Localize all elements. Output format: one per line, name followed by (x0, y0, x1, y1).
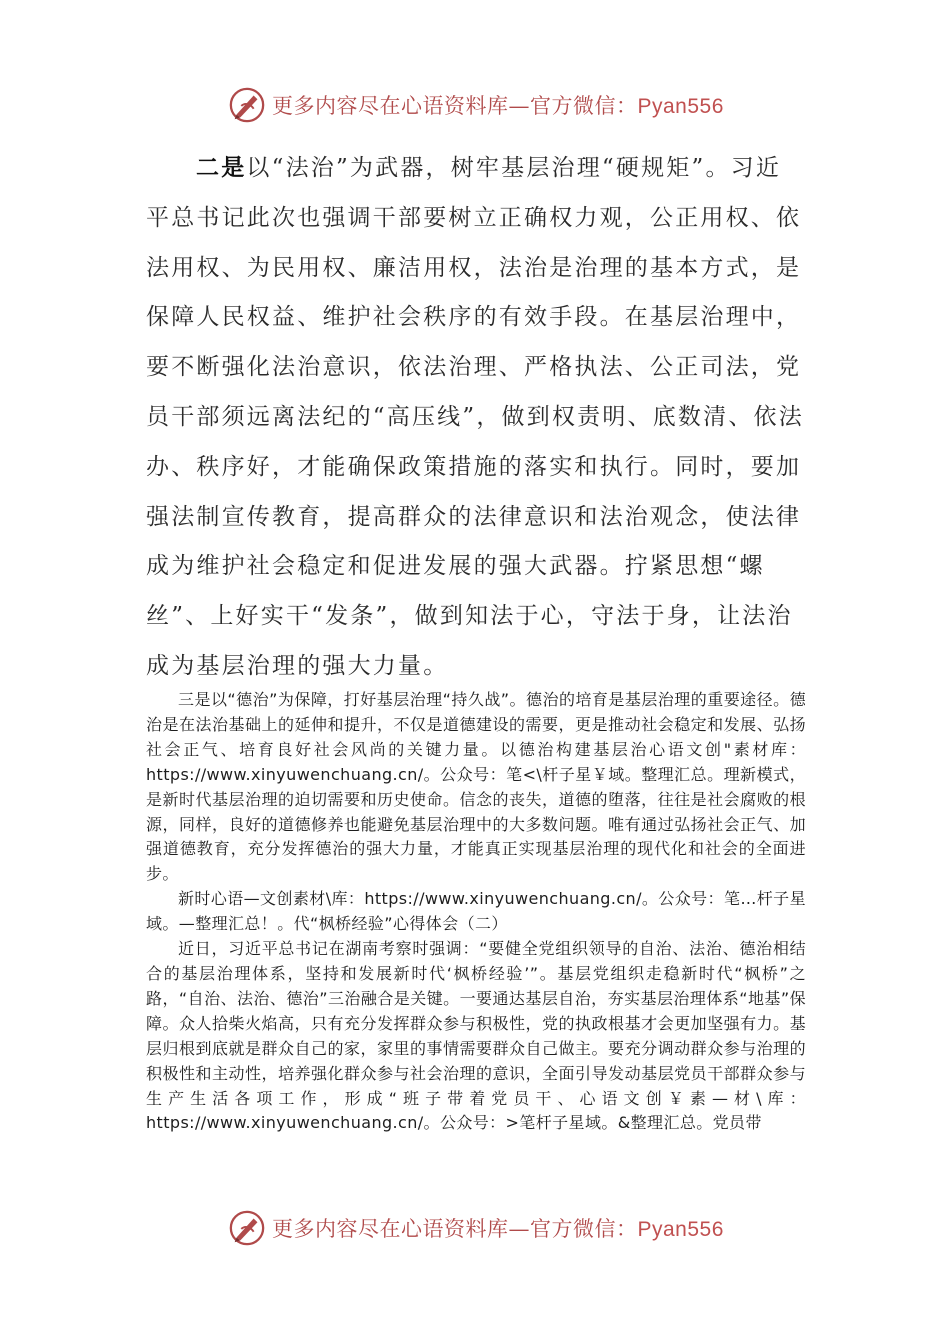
paragraph-fengqiao: 近日，习近平总书记在湖南考察时强调：“要健全党组织领导的自治、法治、德治相结合的基层治理体系，坚持和发展新时代‘枫桥经验’”。基层党组织走稳新时代“枫桥”之路，“自治、法治、德治”三治融合是关键。一要通达基层自治，夯实基层治理体系“地基”保障。众人拾柴火焰高，只有充分发挥群众参与积极性，党的执政根基才会更加坚强有力。基层归根到底就是群众自己的家，家里的事情需要群众自己做主。要充分调动群众参与治理的积极性和主动性，培养强化群众参与社会治理的意识，全面引导发动基层党员干部群众参与生产生活各项工作，形成“班子带着党员干、心语文创￥素—材\库：https://www.xinyuwenchuang.cn/。公众号：>笔杆子星域。&整理汇总。党员带 (146, 939, 806, 1133)
footer-banner-text (272, 1213, 724, 1243)
header-banner (228, 85, 728, 125)
header-banner-label: 更多内容尽在心语资料库—官方微信： (272, 94, 638, 118)
footer-banner-wechat-id: Pyan556 (637, 1218, 724, 1241)
lead-paragraph (146, 143, 806, 692)
footer-banner-label: 更多内容尽在心语资料库—官方微信： (272, 1217, 638, 1241)
paragraph-dezhi: 三是以“德治”为保障，打好基层治理“持久战”。德治的培育是基层治理的重要途径。德治是在法治基础上的延伸和提升，不仅是道德建设的需要，更是推动社会稳定和发展、弘扬社会正气、培育良好社会风尚的关键力量。以德治构建基层治心语文创"素材库：https://www.xinyuwenchuang.cn/。公众号：笔<\杆子星￥域。整理汇总。理新模式，是新时代基层治理的迫切需要和历史使命。信念的丧失，道德的堕落，往往是社会腐败的根源，同样，良好的道德修养也能避免基层治理中的大多数问题。唯有通过弘扬社会正气、加强道德教育，充分发挥德治的强大力量，才能真正实现基层治理的现代化和社会的全面进步。 (146, 690, 806, 884)
header-banner-wechat-id: Pyan556 (637, 95, 724, 118)
header-banner-text (272, 90, 724, 120)
body-text-block (146, 688, 806, 1136)
lead-paragraph-text: 以“法治”为武器，树牢基层治理“硬规矩”。习近平总书记此次也强调干部要树立正确权力观，公正用权、依法用权、为民用权、廉洁用权，法治是治理的基本方式，是保障人民权益、维护社会秩序的有效手段。在基层治理中，要不断强化法治意识，依法治理、严格执法、公正司法，党员干部须远离法纪的“高压线”，做到权责明、底数清、依法办、秩序好，才能确保政策措施的落实和执行。同时，要加强法制宣传教育，提高群众的法律意识和法治观念，使法律成为维护社会稳定和促进发展的强大武器。拧紧思想“螺丝”、上好实干“发条”，做到知法于心，守法于身，让法治成为基层治理的强大力量。 (146, 155, 804, 679)
pen-logo-icon (228, 1209, 266, 1247)
pen-logo-icon (228, 86, 266, 124)
paragraph-section-heading: 新时心语—文创素材\库：https://www.xinyuwenchuang.cn/。公众号：笔…杆子星域。—整理汇总！。代“枫桥经验”心得体会（二） (146, 889, 806, 934)
lead-in-text: 二是 (196, 154, 247, 181)
footer-banner (228, 1208, 728, 1248)
